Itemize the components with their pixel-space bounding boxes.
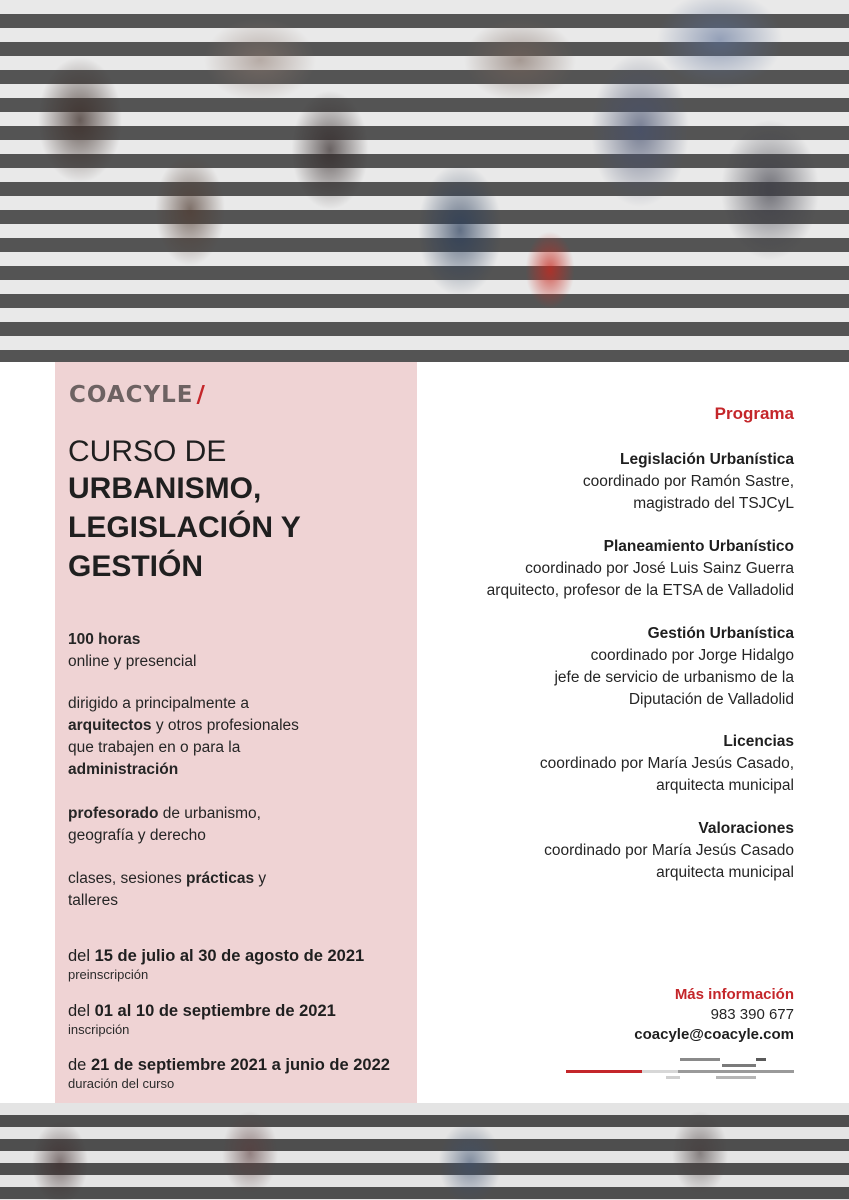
date-prefix: del [68, 947, 95, 965]
module-name: Legislación Urbanística [620, 451, 794, 468]
target-audience [68, 693, 408, 781]
date-prefix: del [68, 1002, 95, 1020]
title-line-1: CURSO DE [68, 435, 227, 468]
deco-line-dark [756, 1058, 766, 1061]
date-prefix: de [68, 1056, 91, 1074]
deco-line-grey-3 [722, 1064, 756, 1067]
module-valoraciones [414, 818, 794, 884]
deco-line-grey-5 [666, 1076, 680, 1079]
title-line-3: LEGISLACIÓN Y [68, 511, 301, 544]
date-range: 01 al 10 de septiembre de 2021 [94, 1002, 336, 1020]
module-name: Licencias [723, 733, 794, 750]
audience-architects: arquitectos [68, 717, 152, 734]
date-registration [68, 1000, 418, 1038]
contact-phone[interactable]: 983 390 677 [710, 1006, 794, 1023]
mode: online y presencial [68, 653, 197, 670]
hours: 100 horas [68, 631, 141, 648]
deco-line-light [642, 1070, 678, 1073]
course-panel [55, 362, 417, 1103]
module-role-2: Diputación de Valladolid [628, 691, 794, 708]
module-role: arquitecto, profesor de la ETSA de Valladolid [486, 582, 794, 599]
date-preregistration [68, 945, 418, 983]
deco-line-red [566, 1070, 642, 1073]
module-role: arquitecta municipal [656, 864, 794, 881]
title-line-2: URBANISMO, [68, 472, 262, 505]
audience-line-3: que trabajen en o para la [68, 739, 241, 756]
audience-administration: administración [68, 761, 179, 778]
module-licencias [414, 731, 794, 797]
coacyle-logo [69, 382, 206, 408]
module-role: arquitecta municipal [656, 777, 794, 794]
logo-slash: / [196, 382, 206, 408]
module-legislacion [414, 449, 794, 515]
logo-text: COACYLE [69, 382, 194, 408]
classes-practical: prácticas [186, 870, 255, 887]
deco-line-grey-2 [680, 1058, 720, 1061]
module-planeamiento [414, 536, 794, 602]
title-line-4: GESTIÓN [68, 550, 204, 583]
course-hours [68, 629, 408, 673]
audience-line-1: dirigido a principalmente a [68, 695, 249, 712]
classes-line-1b: y [254, 870, 267, 887]
date-label: preinscripción [68, 967, 149, 982]
module-name: Valoraciones [698, 820, 794, 837]
teachers-line-2: geografía y derecho [68, 827, 206, 844]
date-label: inscripción [68, 1022, 130, 1037]
decorative-lines [566, 1056, 796, 1080]
module-name: Planeamiento Urbanístico [603, 538, 794, 555]
course-title [68, 434, 408, 586]
module-name: Gestión Urbanística [647, 625, 794, 642]
teachers-label: profesorado [68, 805, 159, 822]
module-coordinator: coordinado por Jorge Hidalgo [590, 647, 794, 664]
date-label: duración del curso [68, 1076, 175, 1091]
module-coordinator: coordinado por María Jesús Casado [544, 842, 794, 859]
deco-line-grey [678, 1070, 794, 1073]
classes-info [68, 868, 408, 912]
contact-heading: Más información [674, 986, 794, 1003]
contact-email[interactable]: coacyle@coacyle.com [634, 1026, 794, 1043]
module-gestion [414, 623, 794, 711]
crowd-photo-bottom [0, 1103, 849, 1200]
module-coordinator: coordinado por José Luis Sainz Guerra [525, 560, 794, 577]
audience-line-2: y otros profesionales [151, 717, 299, 734]
classes-line-2: talleres [68, 892, 118, 909]
teachers-info [68, 803, 408, 847]
teachers-line-1: de urbanismo, [158, 805, 261, 822]
module-role: magistrado del TSJCyL [633, 495, 794, 512]
module-coordinator: coordinado por Ramón Sastre, [582, 473, 794, 490]
date-range: 15 de julio al 30 de agosto de 2021 [94, 947, 365, 965]
programme-heading: Programa [714, 404, 794, 423]
date-course-duration [68, 1054, 418, 1092]
contact-info [634, 985, 794, 1045]
module-coordinator: coordinado por María Jesús Casado, [539, 755, 794, 772]
deco-line-grey-4 [716, 1076, 756, 1079]
date-range: 21 de septiembre 2021 a junio de 2022 [90, 1056, 390, 1074]
module-role: jefe de servicio de urbanismo de la [554, 669, 794, 686]
crowd-photo-top [0, 0, 849, 362]
classes-line-1: clases, sesiones [68, 870, 187, 887]
